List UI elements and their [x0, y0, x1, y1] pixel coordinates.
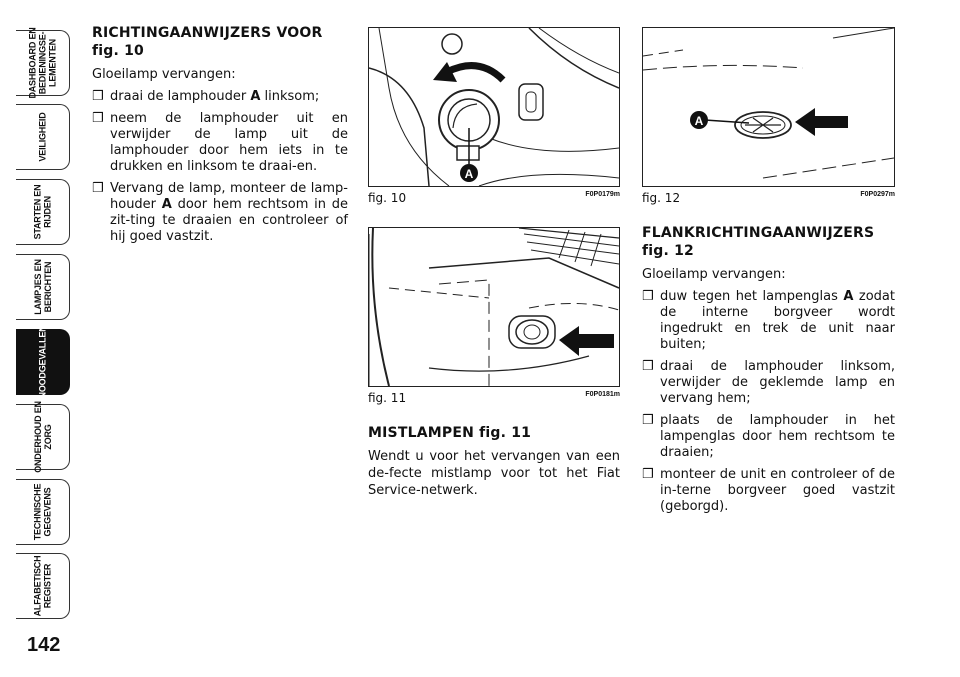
heading-line: fig. 12	[642, 243, 694, 259]
step-text: draai de lamphouder linksom, verwijder de geklemde lamp en vervang hem;	[660, 359, 895, 406]
intro-text: Gloeilamp vervangen:	[642, 267, 786, 282]
figure-12	[642, 27, 895, 207]
figure-image	[368, 227, 620, 387]
tab-label: DASHBOARD EN BEDIENINGSE- LEMENTEN	[27, 27, 58, 99]
checkbox-bullet-icon: ❒	[92, 111, 104, 126]
step-text: monteer de unit en controleer of de in-terne borgveer goed vastzit (geborgd).	[660, 467, 895, 514]
tab-register[interactable]	[16, 553, 70, 619]
list-item	[92, 181, 348, 245]
step-list	[92, 89, 348, 245]
tab-starten[interactable]	[16, 179, 70, 245]
figure-11	[368, 227, 620, 407]
figure-label: fig. 11	[368, 391, 407, 405]
list-item	[642, 359, 895, 407]
step-text: duw tegen het lampenglas	[660, 289, 844, 304]
tab-technische[interactable]	[16, 479, 70, 545]
tab-veiligheid[interactable]	[16, 104, 70, 170]
callout-a: A	[464, 167, 474, 181]
figure-code: F0P0297m	[860, 191, 895, 198]
list-item	[642, 289, 895, 353]
heading-line: RICHTINGAANWIJZERS VOOR	[92, 25, 323, 41]
tab-lampjes[interactable]	[16, 254, 70, 320]
section-richtingaanwijzers	[92, 24, 348, 251]
step-text: linksom;	[260, 89, 320, 104]
checkbox-bullet-icon: ❒	[642, 359, 654, 374]
tab-dashboard[interactable]	[16, 27, 70, 99]
heading-line: FLANKRICHTINGAANWIJZERS	[642, 225, 875, 241]
tab-label: NOODGEVALLEN	[37, 325, 48, 399]
section-heading	[642, 224, 895, 260]
step-text: neem de lamphouder uit en verwijder de lamp uit de lamphouder door hem iets in te drukken en linksom te draai-en.	[110, 111, 348, 174]
heading-rest: fig. 11	[474, 425, 532, 441]
step-text: zodat de interne borgveer wordt ingedrukt en trek de unit naar buiten;	[660, 289, 895, 352]
checkbox-bullet-icon: ❒	[92, 89, 104, 104]
list-item	[92, 111, 348, 175]
figure-code: F0P0179m	[585, 191, 620, 198]
tab-onderhoud[interactable]	[16, 401, 70, 473]
tab-label: ALFABETISCH REGISTER	[32, 555, 53, 617]
fog-lamp-illustration	[369, 228, 619, 386]
step-ref: A	[843, 289, 854, 304]
figure-image	[368, 27, 620, 187]
callout-a: A	[694, 114, 704, 128]
figure-image	[642, 27, 895, 187]
step-text: Vervang de lamp, monteer de lamp-houder	[110, 181, 348, 212]
figure-label: fig. 10	[368, 191, 407, 205]
checkbox-bullet-icon: ❒	[642, 467, 654, 482]
list-item	[642, 413, 895, 461]
tab-label: STARTEN EN RIJDEN	[32, 184, 53, 240]
figure-label: fig. 12	[642, 191, 681, 205]
step-text: draai de lamphouder	[110, 89, 251, 104]
step-list	[642, 289, 895, 515]
tab-label: TECHNISCHE GEGEVENS	[32, 483, 53, 541]
figure-10	[368, 27, 620, 207]
step-text: plaats de lamphouder in het lampenglas door hem rechtsom te draaien;	[660, 413, 895, 460]
checkbox-bullet-icon: ❒	[642, 289, 654, 304]
figure-caption	[642, 191, 895, 207]
tab-label: LAMPJES EN BERICHTEN	[32, 259, 53, 315]
list-item	[92, 89, 348, 105]
step-text: door hem rechtsom in de zit-ting te draaien en controleer of hij goed vastzit.	[110, 197, 348, 244]
step-ref: A	[250, 89, 261, 104]
page-number: 142	[27, 634, 61, 656]
checkbox-bullet-icon: ❒	[642, 413, 654, 428]
intro-text: Gloeilamp vervangen:	[92, 67, 236, 82]
side-indicator-illustration	[643, 28, 894, 186]
section-flankrichtingaanwijzers	[642, 224, 895, 521]
tab-label: VEILIGHEID	[37, 112, 48, 162]
step-ref: A	[161, 197, 172, 212]
chapter-sidebar	[0, 0, 72, 640]
section-heading	[368, 424, 620, 442]
list-item	[642, 467, 895, 515]
tab-noodgevallen[interactable]	[16, 325, 70, 399]
section-heading	[92, 24, 348, 60]
figure-caption	[368, 391, 620, 407]
section-mistlampen	[368, 424, 620, 499]
figure-caption	[368, 191, 620, 207]
heading-line: fig. 10	[92, 43, 144, 59]
turn-signal-illustration	[369, 28, 619, 186]
heading-bold: MISTLAMPEN	[368, 425, 475, 441]
body-text: Wendt u voor het vervangen van een de-fecte mistlamp voor tot het Fiat Service-netwerk.	[368, 449, 620, 498]
figure-code: F0P0181m	[585, 391, 620, 398]
tab-label: ONDERHOUD EN ZORG	[32, 401, 53, 473]
checkbox-bullet-icon: ❒	[92, 181, 104, 196]
